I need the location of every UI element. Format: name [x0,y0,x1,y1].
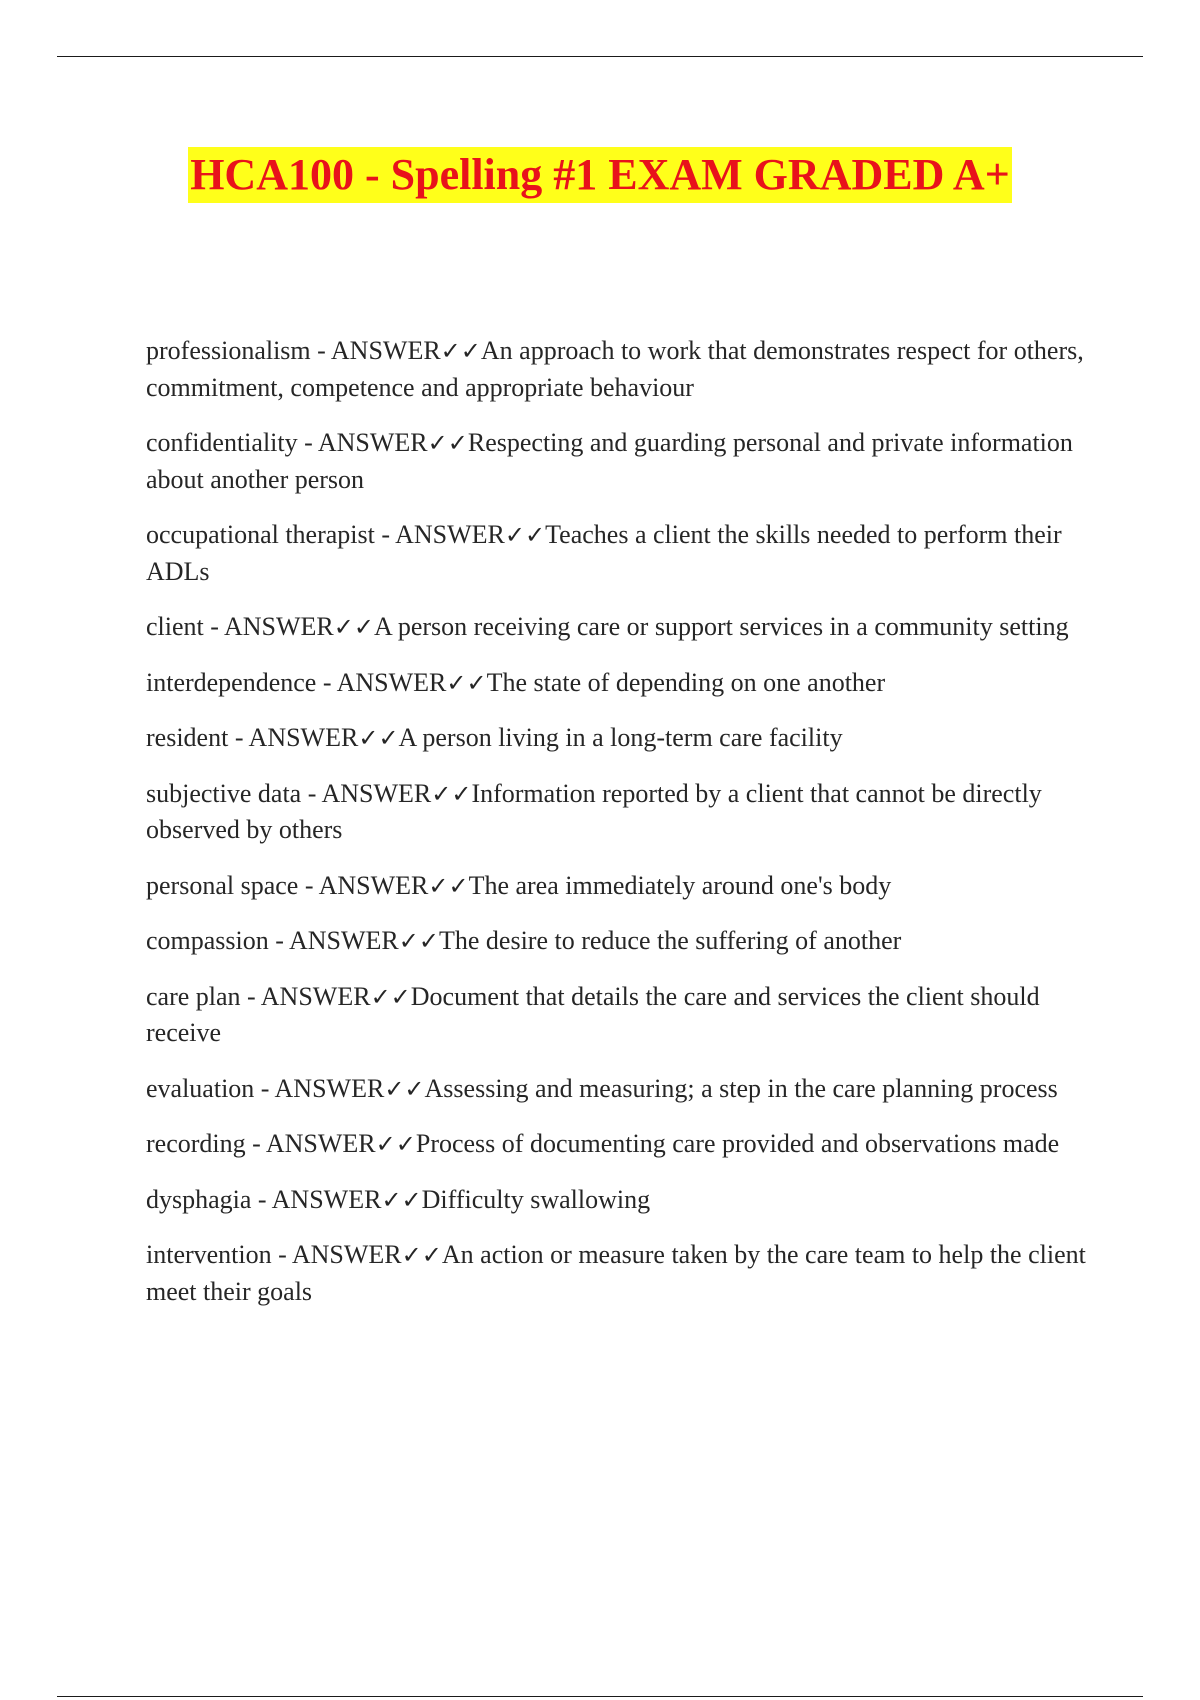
entry-term: interdependence [146,667,317,697]
entry-definition: An approach to work that demonstrates respect for others, commitment, competence and appropriate behaviour [146,336,1084,402]
answer-marker: ANSWER [265,1129,376,1158]
entry-definition: Information reported by a client that cannot be directly observed by others [146,778,1042,844]
flashcard-entry [146,665,1096,702]
flashcard-entry [146,1182,1096,1219]
answer-marker: ANSWER [271,1184,382,1214]
flashcard-list [146,333,1096,1329]
entry-separator: - [374,520,396,549]
entry-separator: - [240,981,261,1011]
answer-marker: ANSWER [274,1073,385,1103]
entry-definition: Document that details the care and services the client should receive [146,981,1040,1047]
entry-definition: An action or measure taken by the care team to help the client meet their goals [146,1240,1086,1306]
entry-term: personal space [146,870,299,900]
answer-marker: ANSWER [291,1240,402,1269]
entry-term: dysphagia [146,1184,252,1214]
double-check-icon: ✓✓ [440,337,481,365]
double-check-icon: ✓✓ [370,982,411,1011]
flashcard-entry [146,1071,1096,1108]
entry-separator: - [268,926,289,955]
answer-marker: ANSWER [317,428,428,457]
answer-marker: ANSWER [395,520,505,549]
flashcard-entry [146,923,1096,960]
double-check-icon: ✓✓ [446,668,487,697]
entry-term: recording [146,1129,246,1158]
entry-definition: Assessing and measuring; a step in the care planning process [424,1073,1058,1103]
entry-definition: A person living in a long-term care facility [398,723,843,752]
flashcard-entry [146,1237,1096,1310]
entry-term: occupational therapist [146,520,375,549]
entry-term: confidentiality [146,428,298,457]
entry-separator: - [251,1184,272,1214]
entry-separator: - [245,1129,266,1158]
answer-marker: ANSWER [289,926,399,955]
entry-definition: Process of documenting care provided and observations made [415,1129,1060,1158]
entry-separator: - [271,1240,292,1269]
double-check-icon: ✓✓ [431,779,472,808]
double-check-icon: ✓✓ [428,871,469,900]
entry-definition: The desire to reduce the suffering of another [439,926,902,955]
entry-separator: - [301,778,322,808]
flashcard-entry [146,776,1096,849]
double-check-icon: ✓✓ [427,429,468,457]
flashcard-entry [146,333,1096,406]
entry-term: professionalism [146,336,311,365]
answer-marker: ANSWER [321,778,432,808]
entry-separator: - [203,612,224,641]
flashcard-entry [146,425,1096,498]
entry-definition: Respecting and guarding personal and private information about another person [146,428,1073,494]
double-check-icon: ✓✓ [504,521,546,549]
double-check-icon: ✓✓ [384,1074,425,1103]
top-rule [57,56,1143,57]
entry-separator: - [228,723,249,752]
answer-marker: ANSWER [330,336,441,365]
answer-marker: ANSWER [260,981,371,1011]
double-check-icon: ✓✓ [381,1185,422,1214]
entry-separator: - [298,870,319,900]
entry-definition: Difficulty swallowing [421,1184,651,1214]
entry-definition: A person receiving care or support services in a community setting [374,612,1069,641]
answer-marker: ANSWER [248,723,359,752]
answer-marker: ANSWER [336,667,447,697]
double-check-icon: ✓✓ [375,1130,416,1158]
flashcard-entry [146,720,1096,757]
entry-separator: - [310,336,331,365]
entry-term: compassion [146,926,269,955]
double-check-icon: ✓✓ [398,927,439,955]
entry-term: care plan [146,981,241,1011]
bottom-rule [57,1696,1143,1697]
entry-definition: The area immediately around one's body [468,870,892,900]
flashcard-entry [146,609,1096,646]
flashcard-entry [146,979,1096,1052]
entry-term: resident [146,723,229,752]
answer-marker: ANSWER [318,870,429,900]
entry-separator: - [316,667,337,697]
entry-term: client [146,612,204,641]
flashcard-entry [146,868,1096,905]
flashcard-entry [146,1126,1096,1163]
answer-marker: ANSWER [224,612,334,641]
page-title: HCA100 - Spelling #1 EXAM GRADED A+ [188,147,1012,203]
entry-definition: Teaches a client the skills needed to perform their ADLs [146,520,1062,586]
double-check-icon: ✓✓ [333,613,374,641]
flashcard-entry [146,517,1096,590]
entry-term: subjective data [146,778,302,808]
title-container [0,147,1200,203]
entry-term: intervention [146,1240,272,1269]
entry-definition: The state of depending on one another [486,667,886,697]
entry-separator: - [297,428,318,457]
entry-term: evaluation [146,1073,255,1103]
double-check-icon: ✓✓ [358,724,399,752]
double-check-icon: ✓✓ [401,1241,442,1269]
entry-separator: - [254,1073,275,1103]
